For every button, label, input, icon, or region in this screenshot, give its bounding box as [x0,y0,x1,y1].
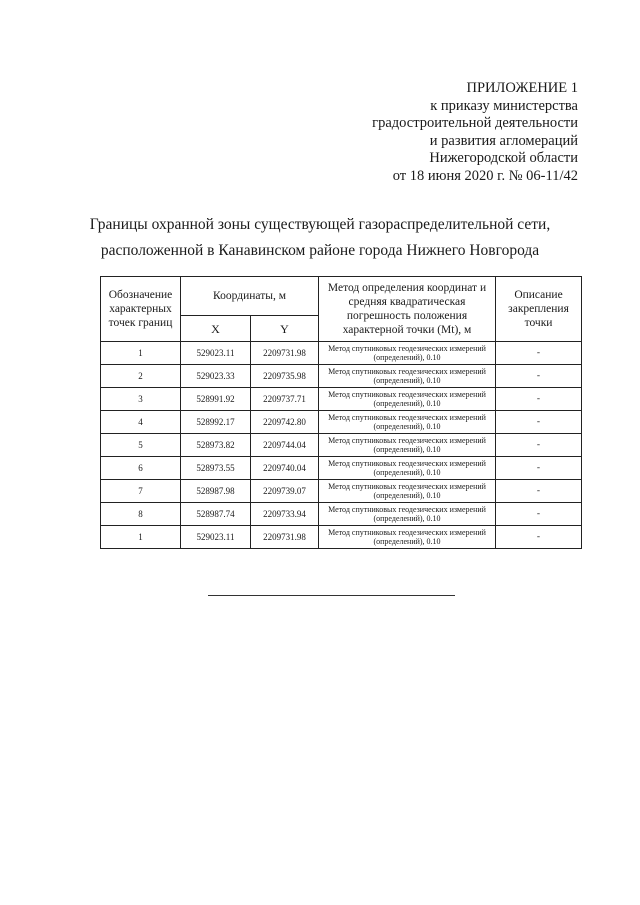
cell-x: 528991.92 [181,388,251,411]
appendix-header [372,80,578,185]
cell-description: - [496,526,582,549]
separator-line [208,595,455,596]
cell-method: Метод спутниковых геодезических измерений (определений), 0.10 [319,411,496,434]
header-coordinates: Координаты, м [181,277,319,316]
table-body [101,342,582,549]
cell-method: Метод спутниковых геодезических измерений (определений), 0.10 [319,526,496,549]
cell-description: - [496,457,582,480]
cell-x: 528973.55 [181,457,251,480]
cell-point: 1 [101,342,181,365]
table-row [101,411,582,434]
header-x: X [181,316,251,342]
header-description: Описание закрепления точки [496,277,582,342]
cell-x: 529023.11 [181,526,251,549]
cell-x: 528992.17 [181,411,251,434]
appendix-line: от 18 июня 2020 г. № 06-11/42 [392,167,578,184]
table-row [101,434,582,457]
table-row [101,503,582,526]
table-row [101,388,582,411]
cell-description: - [496,480,582,503]
cell-point: 5 [101,434,181,457]
cell-description: - [496,342,582,365]
appendix-line: и развития агломераций [429,132,578,149]
header-method: Метод определения координат и средняя квадратическая погрешность положения характерной точки (Mt), м [319,277,496,342]
document-title [0,212,640,264]
cell-y: 2209739.07 [251,480,319,503]
cell-point: 7 [101,480,181,503]
cell-x: 528987.74 [181,503,251,526]
cell-y: 2209735.98 [251,365,319,388]
cell-x: 529023.11 [181,342,251,365]
coordinates-table [100,276,582,549]
cell-method: Метод спутниковых геодезических измерений (определений), 0.10 [319,342,496,365]
header-y: Y [251,316,319,342]
cell-point: 6 [101,457,181,480]
header-point: Обозначение характерных точек границ [101,277,181,342]
appendix-line: ПРИЛОЖЕНИЕ 1 [466,80,578,96]
cell-point: 4 [101,411,181,434]
cell-y: 2209731.98 [251,342,319,365]
cell-method: Метод спутниковых геодезических измерений (определений), 0.10 [319,503,496,526]
cell-description: - [496,503,582,526]
table-row [101,480,582,503]
cell-y: 2209731.98 [251,526,319,549]
cell-point: 2 [101,365,181,388]
appendix-line: к приказу министерства [430,97,578,114]
table-row [101,365,582,388]
cell-method: Метод спутниковых геодезических измерений (определений), 0.10 [319,457,496,480]
cell-description: - [496,411,582,434]
title-line-2: расположенной в Канавинском районе города Нижнего Новгорода [100,242,540,259]
table-row [101,457,582,480]
cell-x: 528987.98 [181,480,251,503]
cell-point: 1 [101,526,181,549]
cell-method: Метод спутниковых геодезических измерений (определений), 0.10 [319,480,496,503]
cell-point: 8 [101,503,181,526]
cell-point: 3 [101,388,181,411]
cell-method: Метод спутниковых геодезических измерений (определений), 0.10 [319,388,496,411]
cell-y: 2209733.94 [251,503,319,526]
cell-method: Метод спутниковых геодезических измерений (определений), 0.10 [319,365,496,388]
cell-x: 529023.33 [181,365,251,388]
table-header-row [101,277,582,316]
appendix-line: Нижегородской области [429,150,578,166]
cell-x: 528973.82 [181,434,251,457]
table-row [101,526,582,549]
cell-description: - [496,365,582,388]
title-line-1: Границы охранной зоны существующей газораспределительной сети, [89,216,551,233]
cell-y: 2209742.80 [251,411,319,434]
cell-y: 2209737.71 [251,388,319,411]
cell-method: Метод спутниковых геодезических измерений (определений), 0.10 [319,434,496,457]
table-row [101,342,582,365]
cell-y: 2209740.04 [251,457,319,480]
cell-description: - [496,434,582,457]
cell-description: - [496,388,582,411]
cell-y: 2209744.04 [251,434,319,457]
appendix-line: градостроительной деятельности [372,115,578,131]
